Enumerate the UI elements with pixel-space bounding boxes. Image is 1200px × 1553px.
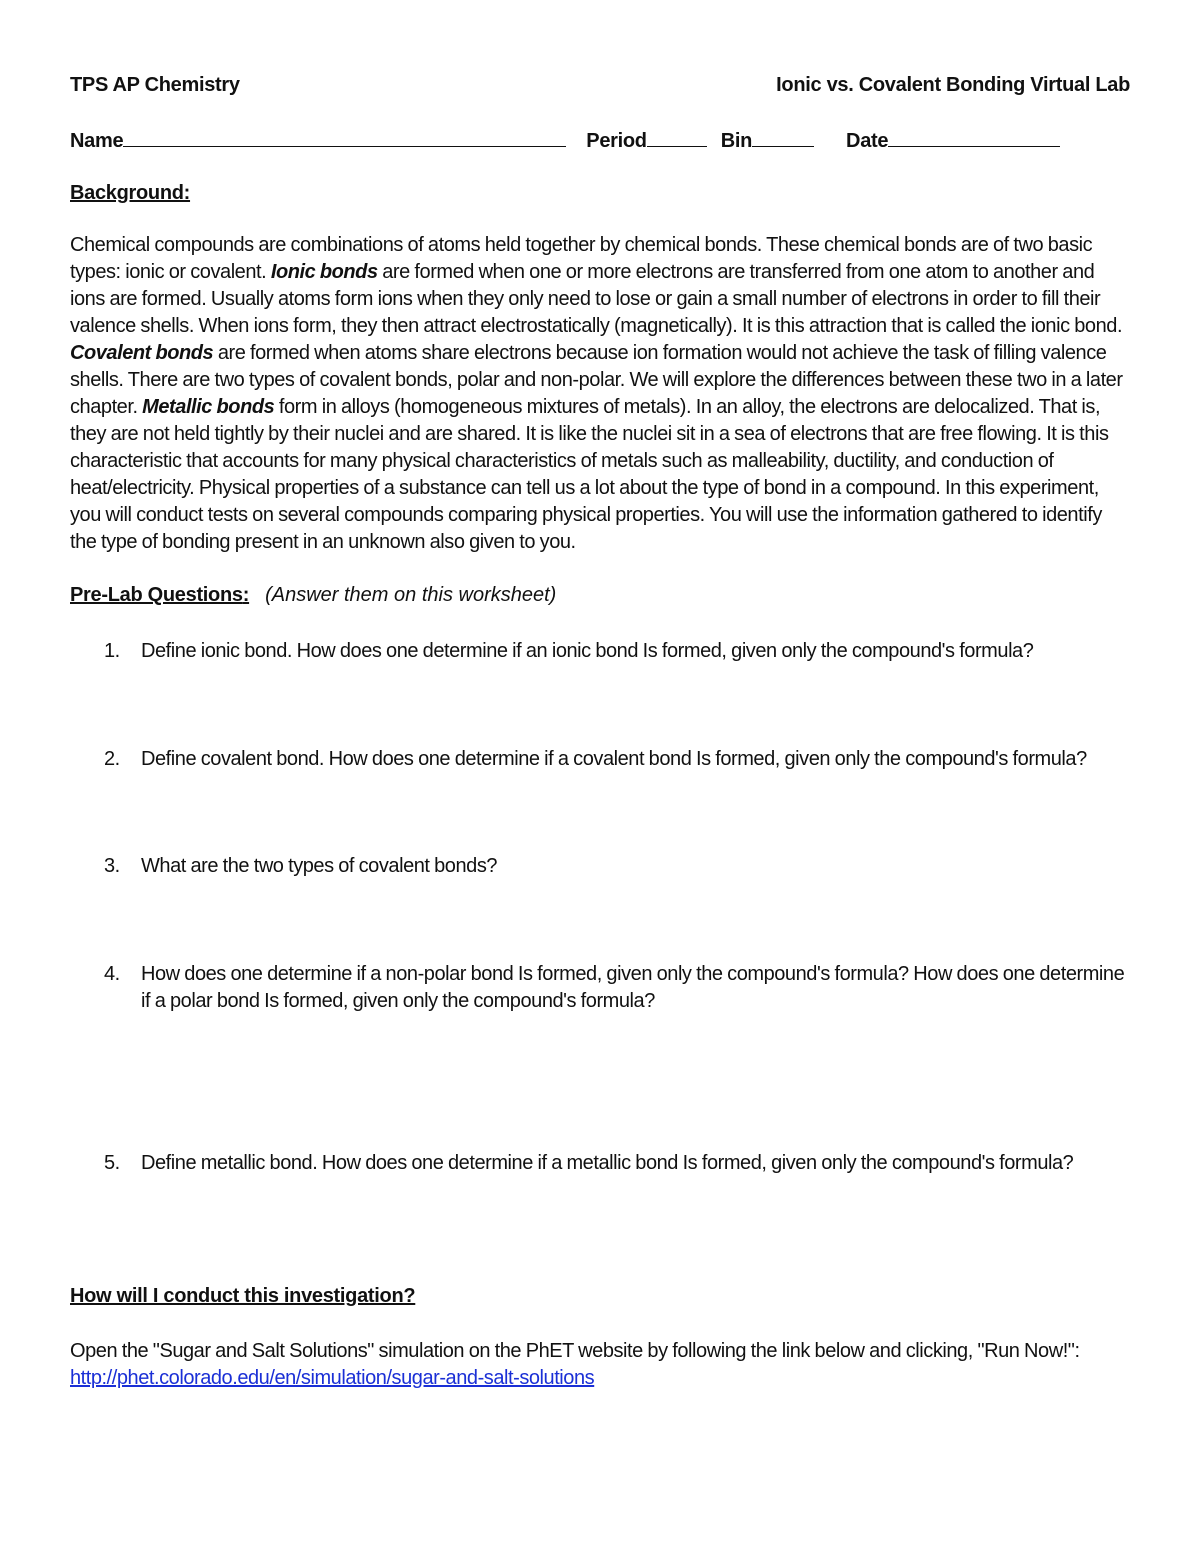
ionic-bonds-term: Ionic bonds bbox=[270, 261, 378, 283]
background-paragraph bbox=[70, 232, 1130, 556]
background-text-4: form in alloys (homogeneous mixtures of metals). In an alloy, the electrons are delocalized. That is, they are not held tightly by their nuclei and are shared. It is like the nuclei sit in a sea of electrons that are free flowing. It is this characteristic that accounts for many physical characteristics of metals such as malleability, ductility, and conduction of heat/electricity. Physical properties of a substance can tell us a lot about the type of bond in a compound. In this experiment, you will conduct tests on several compounds comparing physical properties. You will use the information gathered to identify the type of bonding present in an unknown also given to you. bbox=[70, 396, 1109, 553]
lab-title: Ionic vs. Covalent Bonding Virtual Lab bbox=[776, 74, 1130, 96]
course-title: TPS AP Chemistry bbox=[70, 74, 240, 96]
page-header bbox=[70, 70, 1130, 100]
question-number: 4. bbox=[104, 963, 120, 985]
prelab-heading-colon: : bbox=[242, 584, 250, 606]
date-blank[interactable] bbox=[888, 124, 1060, 147]
prelab-heading-text: Pre-Lab Questions bbox=[70, 584, 243, 606]
background-text-2: are formed when one or more electrons are transferred from one atom to another and ions are formed. Usually atoms form ions when they only need to lose or gain a small number of electrons in order to fill their valence shells. When ions form, they then attract electrostatically (magnetically). It is this attraction that is called the ionic bond. bbox=[70, 261, 1123, 337]
period-field[interactable] bbox=[586, 124, 706, 154]
question-number: 2. bbox=[104, 748, 120, 770]
investigation-instructions bbox=[70, 1338, 1130, 1392]
question-text: Define ionic bond. How does one determine if an ionic bond Is formed, given only the compound's formula? bbox=[141, 640, 1034, 662]
prelab-heading bbox=[70, 584, 249, 606]
date-label: Date bbox=[846, 130, 889, 152]
question-2 bbox=[104, 746, 1134, 773]
period-blank[interactable] bbox=[647, 124, 707, 147]
question-number: 1. bbox=[104, 640, 120, 662]
period-label: Period bbox=[586, 130, 647, 152]
name-field[interactable] bbox=[70, 124, 566, 154]
question-number: 3. bbox=[104, 855, 120, 877]
bin-field[interactable] bbox=[721, 124, 814, 154]
investigation-heading: How will I conduct this investigation? bbox=[70, 1285, 416, 1307]
worksheet-page bbox=[70, 70, 1130, 1389]
prelab-heading-row bbox=[70, 580, 1130, 610]
bin-blank[interactable] bbox=[752, 124, 814, 147]
date-field[interactable] bbox=[846, 124, 1060, 154]
name-blank[interactable] bbox=[123, 124, 566, 147]
bin-label: Bin bbox=[720, 130, 753, 152]
background-heading: Background: bbox=[70, 182, 191, 204]
question-4 bbox=[104, 961, 1134, 1015]
metallic-bonds-term: Metallic bonds bbox=[142, 396, 275, 418]
question-text: How does one determine if a non-polar bond Is formed, given only the compound's formula? How does one determine if a polar bond Is formed, given only the compound's formula? bbox=[141, 963, 1125, 1012]
background-text-1: Chemical compounds are combinations of atoms held together by chemical bonds. These chemical bonds are of two basic types: ionic or covalent. bbox=[70, 234, 1093, 283]
question-3 bbox=[104, 853, 1134, 880]
covalent-bonds-term: Covalent bonds bbox=[70, 342, 214, 364]
question-number: 5. bbox=[104, 1152, 120, 1174]
question-5 bbox=[104, 1150, 1134, 1177]
question-text: Define metallic bond. How does one determine if a metallic bond Is formed, given only the compound's formula? bbox=[141, 1152, 1074, 1174]
question-1 bbox=[104, 638, 1134, 665]
question-text: Define covalent bond. How does one determine if a covalent bond Is formed, given only the compound's formula? bbox=[141, 748, 1087, 770]
background-text-3: are formed when atoms share electrons because ion formation would not achieve the task of filling valence shells. There are two types of covalent bonds, polar and non-polar. We will explore the differences between these two in a later chapter. bbox=[70, 342, 1123, 418]
student-info-row bbox=[70, 124, 1130, 154]
instructions-text: Open the "Sugar and Salt Solutions" simulation on the PhET website by following the link below and clicking, "Run Now!": bbox=[70, 1340, 1080, 1362]
prelab-note: (Answer them on this worksheet) bbox=[265, 584, 557, 606]
phet-simulation-link[interactable]: http://phet.colorado.edu/en/simulation/sugar-and-salt-solutions bbox=[70, 1367, 595, 1389]
name-label: Name bbox=[70, 130, 124, 152]
question-text: What are the two types of covalent bonds? bbox=[141, 855, 498, 877]
